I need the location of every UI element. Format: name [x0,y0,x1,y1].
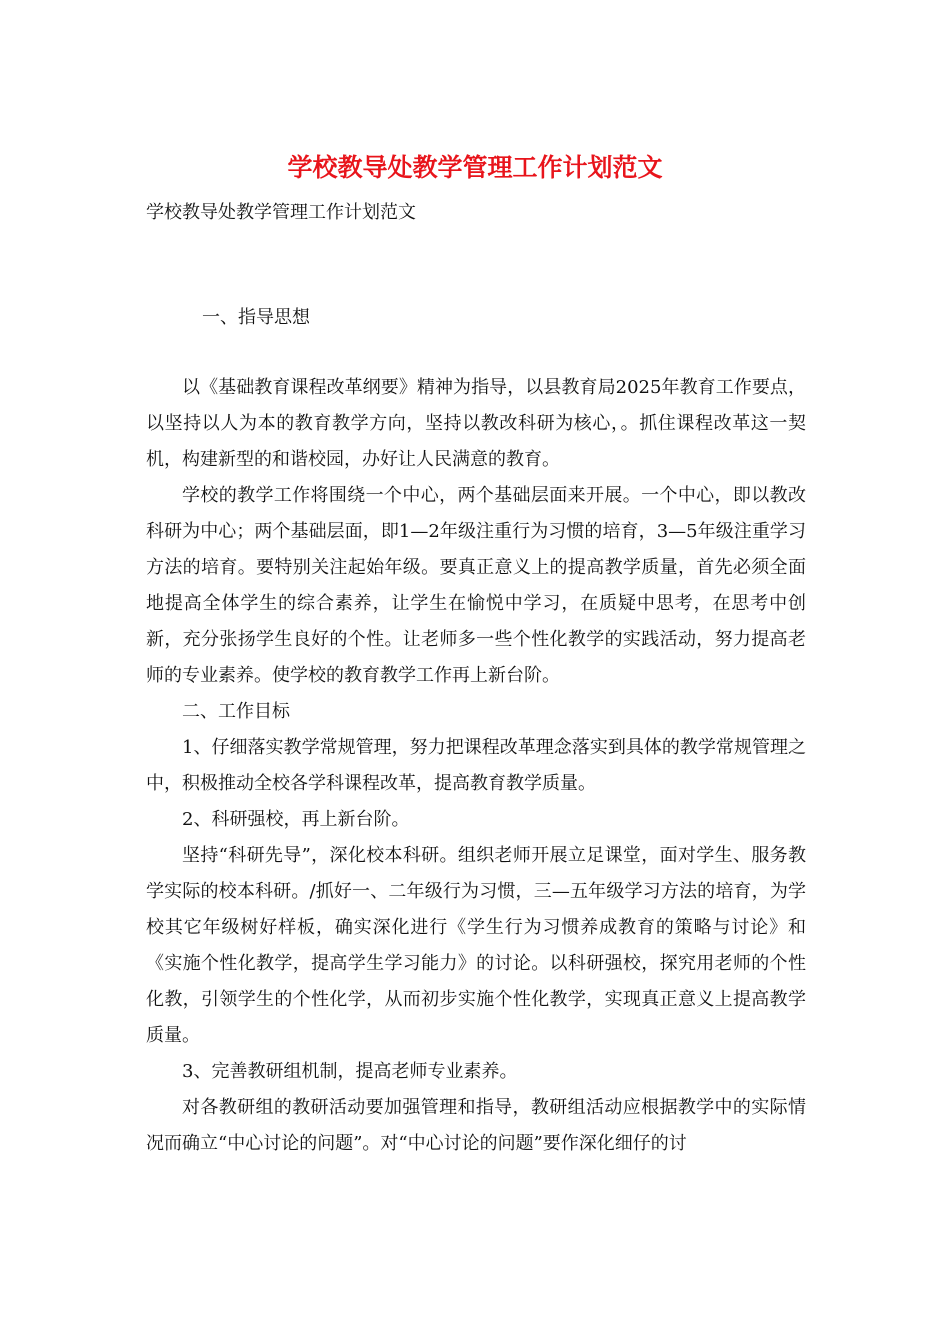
paragraph-research: 坚持“科研先导”，深化校本科研。组织老师开展立足课堂，面对学生、服务教学实际的校本科研。/抓好一、二年级行为习惯，三—五年级学习方法的培育，为学校其它年级树好样板，确实深化进行《学生行为习惯养成教育的策略与讨论》和《实施个性化教学，提高学生学习能力》的讨论。以科研强校，探究用老师的个性化教，引领学生的个性化学，从而初步实施个性化教学，实现真正意义上提高教学质量。 [146,845,806,1046]
section-heading-work-goals: 二、工作目标 [182,701,290,722]
paragraph-guiding-thought: 以《基础教育课程改革纲要》精神为指导，以县教育局2025年教育工作要点，以坚持以人为本的教育教学方向，坚持以教改科研为核心，。抓住课程改革这一契机，构建新型的和谐校园，办好让人民满意的教育。 [146,377,806,470]
paragraph-goal-2: 2、科研强校，再上新台阶。 [182,809,410,830]
section-heading-guiding-thought: 一、指导思想 [202,307,310,328]
document-subtitle: 学校教导处教学管理工作计划范文 [146,202,416,223]
paragraph-goal-3: 3、完善教研组机制，提高老师专业素养。 [182,1061,518,1082]
document-title: 学校教导处教学管理工作计划范文 [287,153,663,182]
paragraph-teaching-groups: 对各教研组的教研活动要加强管理和指导，教研组活动应根据教学中的实际情况而确立“中心讨论的问题”。对“中心讨论的问题”要作深化细仔的讨 [146,1097,806,1154]
document-body [146,300,806,1162]
paragraph-teaching-focus: 学校的教学工作将围绕一个中心，两个基础层面来开展。一个中心，即以教改科研为中心；两个基础层面，即1—2年级注重行为习惯的培育，3—5年级注重学习方法的培育。要特别关注起始年级。要真正意义上的提高教学质量，首先必须全面地提高全体学生的综合素养，让学生在愉悦中学习，在质疑中思考，在思考中创新，充分张扬学生良好的个性。让老师多一些个性化教学的实践活动，努力提高老师的专业素养。使学校的教育教学工作再上新台阶。 [146,485,806,686]
paragraph-goal-1: 1、仔细落实教学常规管理，努力把课程改革理念落实到具体的教学常规管理之中，积极推动全校各学科课程改革，提高教育教学质量。 [146,737,806,794]
